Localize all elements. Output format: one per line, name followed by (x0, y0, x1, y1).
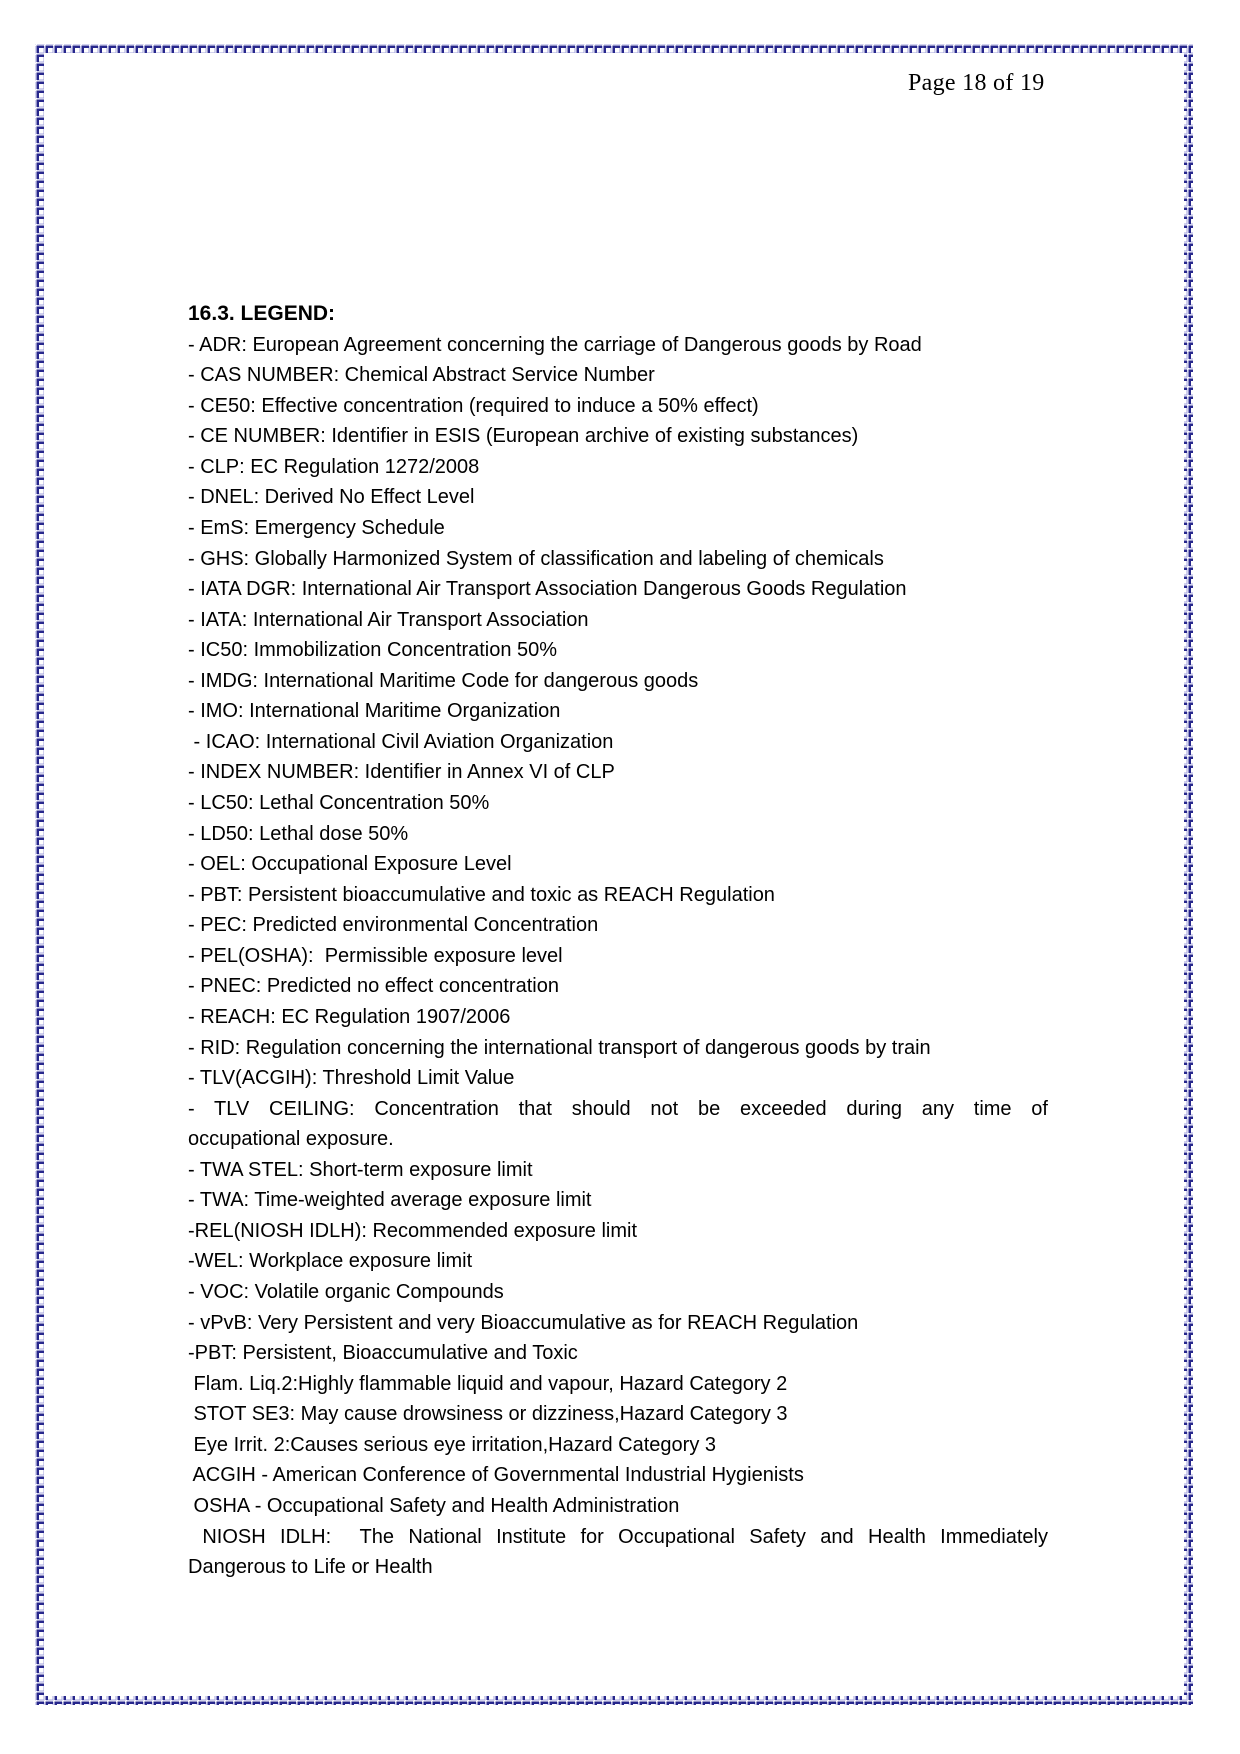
legend-line: - GHS: Globally Harmonized System of classification and labeling of chemicals (188, 547, 884, 570)
border-bottom-edge (35, 1696, 1193, 1705)
legend-line: STOT SE3: May cause drowsiness or dizziness,Hazard Category 3 (188, 1403, 788, 1426)
legend-line: - LD50: Lethal dose 50% (188, 822, 409, 845)
legend-line: -WEL: Workplace exposure limit (188, 1250, 473, 1273)
legend-line: - CAS NUMBER: Chemical Abstract Service Number (188, 364, 655, 387)
legend-line: - EmS: Emergency Schedule (188, 516, 445, 539)
border-right-edge (1184, 44, 1193, 1705)
legend-line: - INDEX NUMBER: Identifier in Annex VI of CLP (188, 761, 615, 784)
legend-line: -REL(NIOSH IDLH): Recommended exposure limit (188, 1219, 638, 1242)
page-number: Page 18 of 19 (908, 70, 1045, 96)
legend-line: - OEL: Occupational Exposure Level (188, 853, 512, 876)
legend-line: - PEC: Predicted environmental Concentration (188, 914, 599, 937)
legend-line: - vPvB: Very Persistent and very Bioaccumulative as for REACH Regulation (188, 1311, 859, 1334)
legend-lines (188, 330, 1048, 1583)
legend-line: - RID: Regulation concerning the international transport of dangerous goods by train (188, 1036, 931, 1059)
legend-line: - IMO: International Maritime Organization (188, 700, 561, 723)
border-top-edge (35, 44, 1193, 53)
legend-line: - TLV CEILING: Concentration that should not be exceeded during any time of (188, 1097, 1048, 1120)
legend-line: - IMDG: International Maritime Code for dangerous goods (188, 669, 699, 692)
legend-line: OSHA - Occupational Safety and Health Administration (188, 1494, 680, 1517)
legend-line: - ADR: European Agreement concerning the carriage of Dangerous goods by Road (188, 333, 922, 356)
legend-line: - VOC: Volatile organic Compounds (188, 1281, 504, 1303)
legend-line: - TWA: Time-weighted average exposure limit (188, 1189, 592, 1212)
legend-line: - TWA STEL: Short-term exposure limit (188, 1158, 533, 1181)
legend-line: - CE50: Effective concentration (required to induce a 50% effect) (188, 394, 759, 417)
section-heading: 16.3. LEGEND: (188, 302, 336, 325)
legend-line: - LC50: Lethal Concentration 50% (188, 792, 490, 814)
legend-line: NIOSH IDLH: The National Institute for Occupational Safety and Health Immediately (188, 1525, 1048, 1548)
legend-line: - PEL(OSHA): Permissible exposure level (188, 944, 563, 967)
legend-line: Eye Irrit. 2:Causes serious eye irritation,Hazard Category 3 (188, 1433, 716, 1456)
legend-line: - REACH: EC Regulation 1907/2006 (188, 1005, 511, 1028)
legend-line: - CE NUMBER: Identifier in ESIS (European archive of existing substances) (188, 425, 859, 448)
legend-line: - TLV(ACGIH): Threshold Limit Value (188, 1067, 515, 1090)
legend-line: -PBT: Persistent, Bioaccumulative and Toxic (188, 1342, 578, 1365)
legend-line: - CLP: EC Regulation 1272/2008 (188, 455, 480, 478)
legend-line: - IATA: International Air Transport Association (188, 608, 589, 631)
legend-line: ACGIH - American Conference of Governmental Industrial Hygienists (188, 1464, 804, 1487)
legend-line: occupational exposure. (188, 1128, 394, 1151)
legend-line: - ICAO: International Civil Aviation Organization (188, 730, 614, 753)
border-left-edge (35, 44, 44, 1705)
legend-line: - IC50: Immobilization Concentration 50% (188, 639, 558, 662)
legend-line: - IATA DGR: International Air Transport Association Dangerous Goods Regulation (188, 578, 907, 601)
legend-line: Dangerous to Life or Health (188, 1556, 433, 1579)
legend-line: - PNEC: Predicted no effect concentration (188, 975, 559, 998)
legend-line: Flam. Liq.2:Highly flammable liquid and vapour, Hazard Category 2 (188, 1372, 788, 1395)
legend-section (188, 299, 1048, 1583)
legend-line: - DNEL: Derived No Effect Level (188, 486, 475, 509)
legend-line: - PBT: Persistent bioaccumulative and toxic as REACH Regulation (188, 883, 775, 906)
